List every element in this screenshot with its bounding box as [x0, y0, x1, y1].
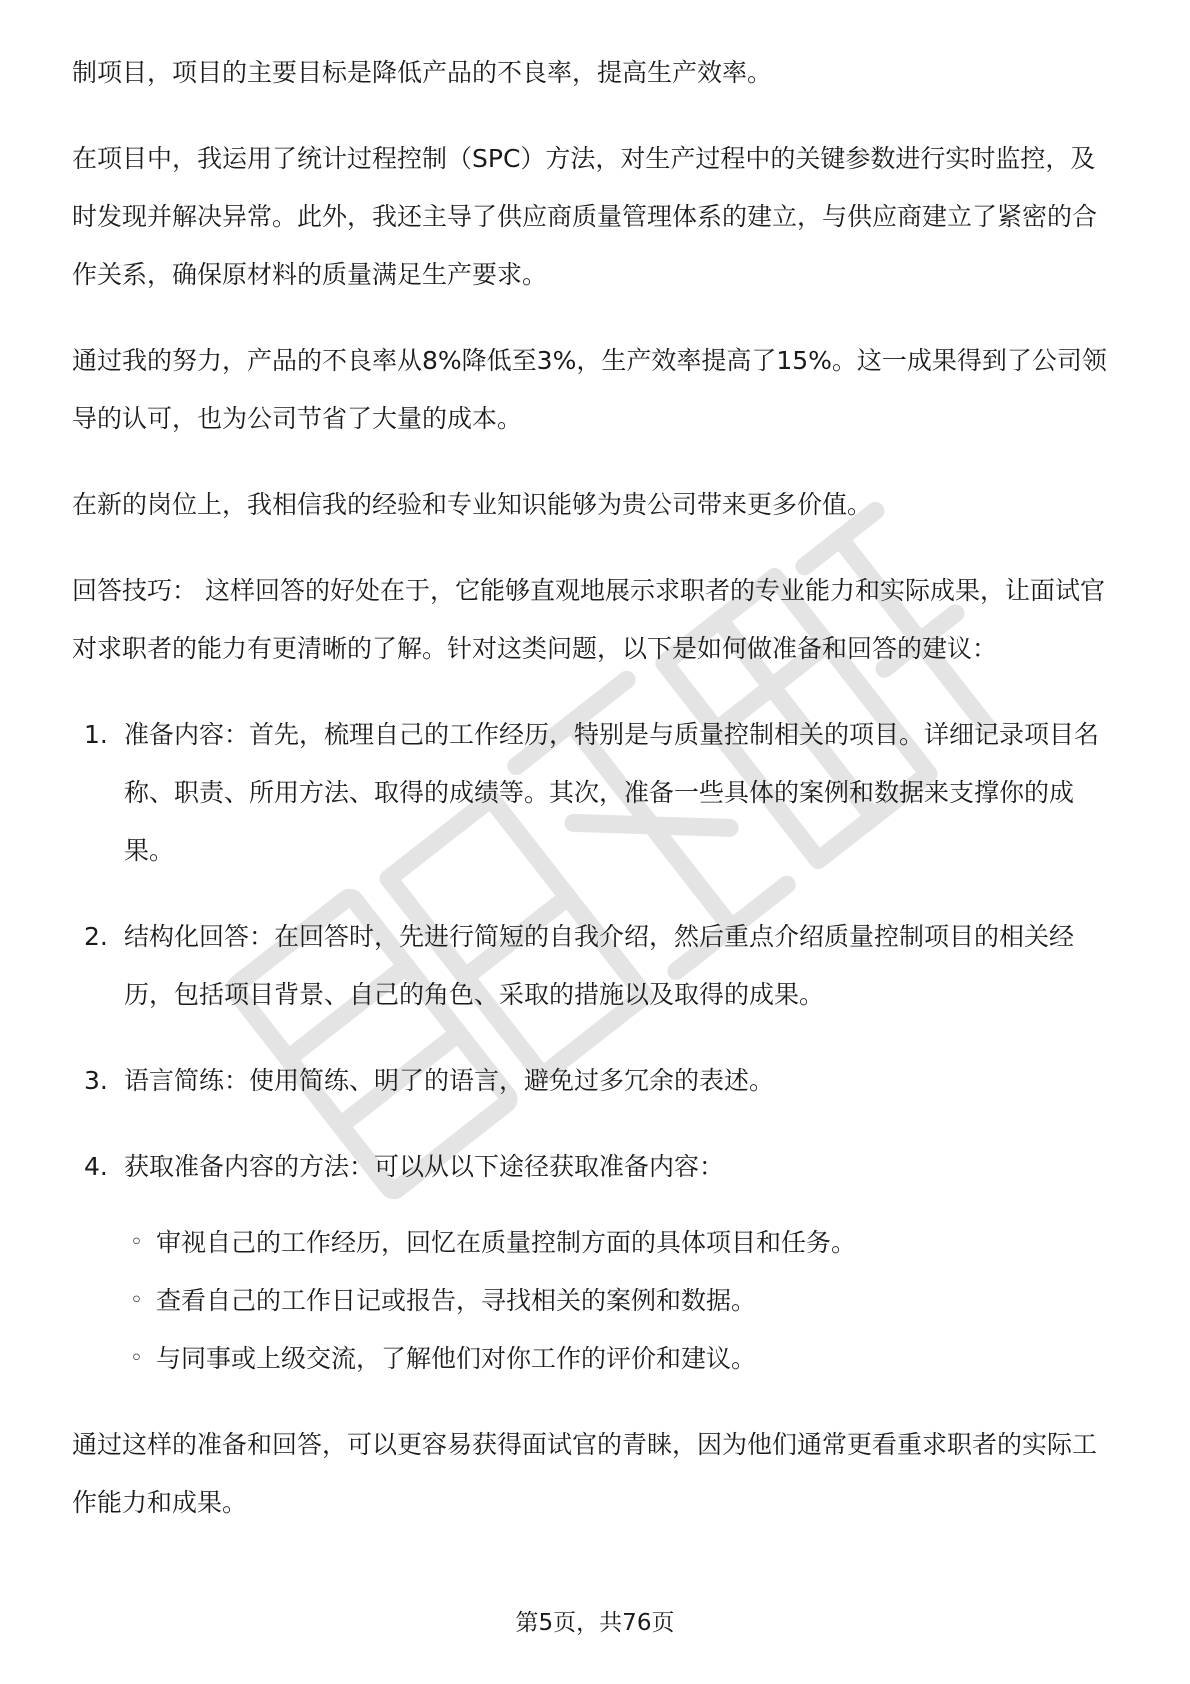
sub-list-item-text: 查看自己的工作日记或报告，寻找相关的案例和数据。 [156, 1286, 757, 1315]
list-number: 1. [84, 720, 108, 749]
advice-list [72, 706, 1118, 1388]
sub-list-item [124, 1214, 1118, 1272]
sub-list-item-text: 审视自己的工作经历，回忆在质量控制方面的具体项目和任务。 [156, 1228, 857, 1257]
page-number: 第5页，共76页 [515, 1610, 675, 1636]
list-item [72, 1052, 1118, 1110]
paragraph-new-role: 在新的岗位上，我相信我的经验和专业知识能够为贵公司带来更多价值。 [72, 490, 873, 519]
list-item-text: 语言简练：使用简练、明了的语言，避免过多冗余的表述。 [124, 1066, 775, 1095]
list-number: 4. [84, 1152, 108, 1181]
sub-list-item-text: 与同事或上级交流，了解他们对你工作的评价和建议。 [156, 1344, 757, 1373]
bullet-icon: ◦ [130, 1230, 143, 1255]
bullet-icon: ◦ [130, 1288, 143, 1313]
list-number: 3. [84, 1066, 108, 1095]
bullet-icon: ◦ [130, 1346, 143, 1371]
list-item-text: 结构化回答：在回答时，先进行简短的自我介绍，然后重点介绍质量控制项目的相关经历，包括项目背景、自己的角色、采取的措施以及取得的成果。 [124, 922, 1075, 1009]
list-item [72, 908, 1118, 1024]
document-body [72, 44, 1118, 1560]
paragraph-project-goal: 制项目，项目的主要目标是降低产品的不良率，提高生产效率。 [72, 58, 773, 87]
list-item-text: 获取准备内容的方法：可以从以下途径获取准备内容： [124, 1152, 725, 1181]
sub-list-item [124, 1330, 1118, 1388]
paragraph-results: 通过我的努力，产品的不良率从8%降低至3%，生产效率提高了15%。这一成果得到了公司领导的认可，也为公司节省了大量的成本。 [72, 346, 1107, 433]
paragraph-spc-method: 在项目中，我运用了统计过程控制（SPC）方法，对生产过程中的关键参数进行实时监控，及时发现并解决异常。此外，我还主导了供应商质量管理体系的建立，与供应商建立了紧密的合作关系，确保原材料的质量满足生产要求。 [72, 144, 1098, 289]
sub-list-item [124, 1272, 1118, 1330]
list-item-text: 准备内容：首先，梳理自己的工作经历，特别是与质量控制相关的项目。详细记录项目名称、职责、所用方法、取得的成绩等。其次，准备一些具体的案例和数据来支撑你的成果。 [124, 720, 1100, 865]
paragraph-closing: 通过这样的准备和回答，可以更容易获得面试官的青睐，因为他们通常更看重求职者的实际工作能力和成果。 [72, 1430, 1098, 1517]
list-item [72, 706, 1118, 880]
paragraph-answer-tips: 回答技巧： 这样回答的好处在于，它能够直观地展示求职者的专业能力和实际成果，让面试官对求职者的能力有更清晰的了解。针对这类问题，以下是如何做准备和回答的建议： [72, 576, 1105, 663]
list-item [72, 1138, 1118, 1388]
sub-list [124, 1214, 1118, 1388]
list-number: 2. [84, 922, 108, 951]
